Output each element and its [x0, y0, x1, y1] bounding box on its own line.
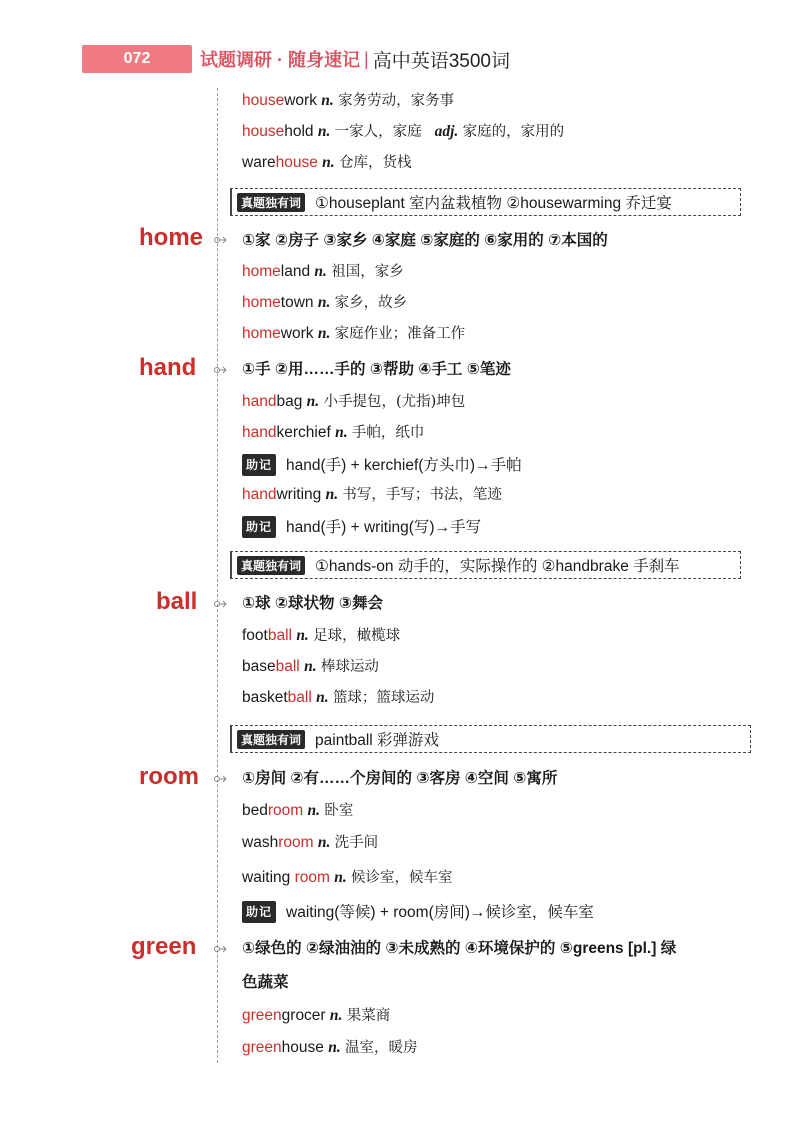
memo-badge: 助记: [242, 516, 276, 538]
entry-highlight: house: [242, 123, 285, 140]
entry-gloss: 家乡，故乡: [334, 295, 408, 311]
entry-football: [242, 626, 400, 646]
memo-text: waiting(等候) + room(房间)→候诊室，候车室: [286, 904, 594, 921]
entry-highlight: ball: [287, 689, 312, 706]
entry-prefix: ware: [242, 154, 276, 171]
entry-homeland: [242, 262, 404, 282]
exam-words-box: [230, 551, 741, 579]
entry-greengrocer: [242, 1006, 390, 1026]
page-header: [82, 45, 510, 73]
entry-greenhouse: [242, 1038, 418, 1058]
entry-highlight: home: [242, 263, 281, 280]
entry-highlight: ball: [267, 627, 292, 644]
entry-highlight: ball: [275, 658, 300, 675]
entry-highlight: house: [275, 154, 318, 171]
memo-waiting-room: [242, 901, 594, 923]
entry-rest: writing: [276, 486, 322, 503]
exam-badge: 真题独有词: [237, 556, 305, 575]
exam-words: ①houseplant 室内盆栽植物 ②housewarming 乔迁宴: [315, 195, 672, 212]
entry-prefix: basket: [242, 689, 288, 706]
memo-text: hand(手) + kerchief(方头巾)→手帕: [286, 457, 522, 474]
exam-badge: 真题独有词: [237, 730, 305, 749]
meanings-hand: ①手 ②用……手的 ③帮助 ④手工 ⑤笔迹: [242, 361, 511, 378]
entry-gloss: 洗手间: [334, 835, 379, 851]
entry-gloss: 家庭作业；准备工作: [334, 326, 466, 342]
entry-highlight: green: [242, 1007, 282, 1024]
meanings-green-line1: ①绿色的 ②绿油油的 ③未成熟的 ④环境保护的 ⑤greens [pl.] 绿: [242, 940, 677, 957]
entry-household: [242, 122, 564, 142]
entry-rest: house: [281, 1039, 324, 1056]
entry-pos: n.: [304, 658, 317, 675]
entry-warehouse: [242, 153, 411, 173]
headword-room: room: [139, 763, 199, 790]
entry-pos: n.: [307, 802, 321, 819]
arrow-dot-icon: [213, 944, 227, 954]
entry-pos: n.: [325, 486, 339, 503]
entry-highlight: hand: [242, 486, 277, 503]
entry-waiting-room: [242, 868, 453, 888]
exam-words: ①hands-on 动手的，实际操作的 ②handbrake 手刹车: [315, 558, 680, 575]
entry-handwriting: [242, 485, 502, 505]
entry-housework: [242, 91, 454, 111]
entry-gloss-2: 家庭的，家用的: [462, 124, 565, 140]
meanings-ball: ①球 ②球状物 ③舞会: [242, 595, 383, 612]
memo-badge: 助记: [242, 901, 276, 923]
entry-gloss: 仓库，货栈: [338, 155, 412, 171]
series-title: 试题调研 · 随身速记: [200, 50, 360, 70]
entry-highlight: hand: [242, 424, 277, 441]
entry-pos-2: adj.: [434, 123, 459, 140]
entry-gloss: 书写，手写；书法，笔迹: [342, 487, 502, 503]
entry-highlight: room: [294, 869, 330, 886]
meanings-home: ①家 ②房子 ③家乡 ④家庭 ⑤家庭的 ⑥家用的 ⑦本国的: [242, 232, 608, 249]
arrow-dot-icon: [213, 365, 227, 375]
entry-rest: kerchief: [276, 424, 331, 441]
entry-bedroom: [242, 801, 353, 821]
headword-hand: hand: [139, 354, 197, 381]
entry-gloss: 祖国，家乡: [331, 264, 404, 280]
entry-pos: n.: [334, 869, 347, 886]
entry-pos: n.: [317, 294, 331, 311]
entry-washroom: [242, 833, 378, 853]
exam-words-box: [230, 725, 751, 753]
entry-gloss: 篮球；篮球运动: [332, 690, 435, 706]
entry-gloss: 温室，暖房: [345, 1040, 418, 1056]
entry-prefix: waiting: [242, 869, 295, 886]
exam-badge: 真题独有词: [237, 193, 305, 212]
memo-badge: 助记: [242, 454, 276, 476]
entry-gloss: 足球，橄榄球: [313, 628, 401, 644]
headword-green: green: [131, 933, 197, 960]
entry-gloss: 果菜商: [346, 1008, 391, 1024]
entry-basketball: [242, 688, 434, 708]
entry-gloss: 棒球运动: [320, 659, 379, 675]
entry-gloss: 卧室: [324, 803, 354, 819]
entry-gloss: 候诊室，候车室: [351, 870, 453, 886]
entry-baseball: [242, 657, 379, 677]
entry-gloss: 手帕，纸巾: [351, 425, 425, 441]
entry-rest: town: [280, 294, 314, 311]
entry-prefix: wash: [242, 834, 279, 851]
header-separator: |: [364, 48, 369, 69]
entry-pos: n.: [335, 424, 348, 441]
entry-handbag: [242, 392, 465, 412]
exam-words: paintball 彩弹游戏: [315, 732, 440, 749]
meanings-green-line2: 色蔬菜: [242, 974, 289, 991]
page-number: 072: [82, 45, 192, 73]
entry-homework: [242, 324, 465, 344]
entry-pos: n.: [329, 1007, 343, 1024]
entry-highlight: home: [242, 325, 281, 342]
book-title: 高中英语3500词: [372, 50, 510, 72]
entry-hometown: [242, 293, 407, 313]
entry-gloss: 家务劳动，家务事: [338, 93, 455, 109]
entry-gloss: 小手提包，(尤指)坤包: [323, 394, 466, 410]
entry-rest: bag: [276, 393, 303, 410]
entry-rest: work: [284, 92, 317, 109]
entry-pos: n.: [306, 393, 320, 410]
entry-highlight: house: [242, 92, 285, 109]
entry-highlight: hand: [242, 393, 277, 410]
memo-handkerchief: [242, 454, 522, 476]
entry-rest: work: [280, 325, 314, 342]
entry-pos: n.: [321, 92, 334, 109]
entry-gloss: 一家人，家庭: [334, 124, 422, 140]
entry-rest: grocer: [281, 1007, 326, 1024]
entry-pos: n.: [317, 325, 331, 342]
meanings-room: ①房间 ②有……个房间的 ③客房 ④空间 ⑤寓所: [242, 770, 558, 787]
memo-text: hand(手) + writing(写)→手写: [286, 519, 482, 536]
arrow-dot-icon: [213, 599, 227, 609]
arrow-dot-icon: [213, 774, 227, 784]
entry-rest: hold: [284, 123, 314, 140]
entry-pos: n.: [317, 834, 331, 851]
entry-highlight: room: [278, 834, 314, 851]
entry-highlight: room: [267, 802, 304, 819]
entry-pos: n.: [314, 263, 327, 280]
entry-pos: n.: [316, 689, 329, 706]
headword-ball: ball: [156, 588, 198, 615]
arrow-dot-icon: [213, 235, 227, 245]
entry-rest: land: [280, 263, 311, 280]
entry-prefix: foot: [242, 627, 268, 644]
entry-pos: n.: [296, 627, 309, 644]
exam-words-box: [230, 188, 741, 216]
entry-handkerchief: [242, 423, 424, 443]
entry-prefix: bed: [242, 802, 268, 819]
headword-home: home: [139, 224, 204, 251]
entry-highlight: home: [242, 294, 281, 311]
entry-pos: n.: [322, 154, 335, 171]
entry-pos: n.: [317, 123, 331, 140]
entry-pos: n.: [328, 1039, 341, 1056]
memo-handwriting: [242, 516, 481, 538]
entry-highlight: green: [242, 1039, 282, 1056]
entry-prefix: base: [242, 658, 276, 675]
